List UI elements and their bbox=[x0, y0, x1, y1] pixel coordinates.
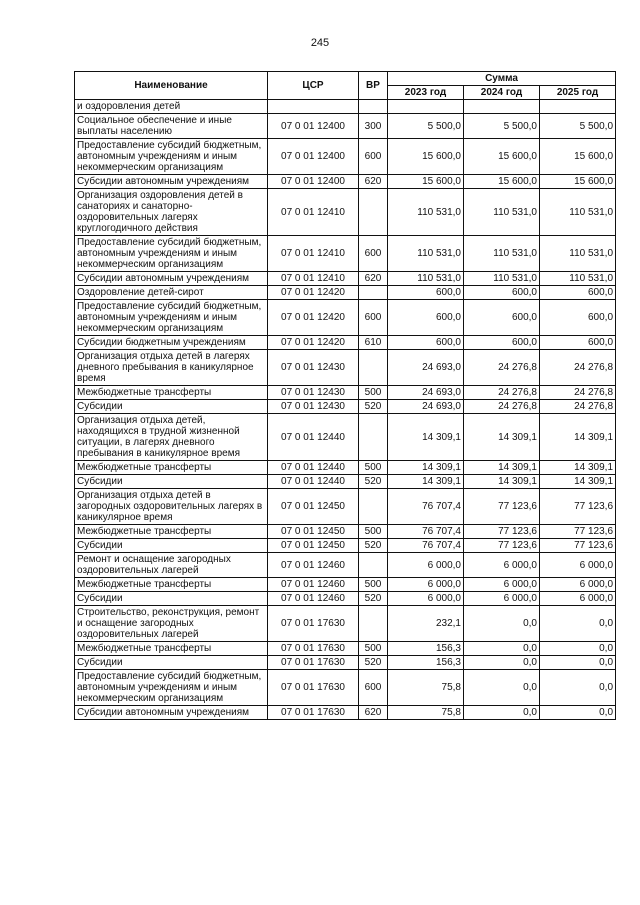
row-amount-2023-cell: 5 500,0 bbox=[388, 114, 464, 139]
header-name: Наименование bbox=[75, 72, 268, 100]
row-amount-2025-cell: 0,0 bbox=[540, 670, 616, 706]
row-amount-2024-cell: 0,0 bbox=[464, 670, 540, 706]
table-row bbox=[75, 139, 616, 175]
row-vr-cell: 500 bbox=[359, 642, 388, 656]
row-amount-2025-cell: 77 123,6 bbox=[540, 489, 616, 525]
row-vr-cell: 620 bbox=[359, 175, 388, 189]
row-csr-cell: 07 0 01 12420 bbox=[268, 336, 359, 350]
row-vr-cell bbox=[359, 350, 388, 386]
header-year-2023: 2023 год bbox=[388, 86, 464, 100]
row-csr-cell: 07 0 01 12430 bbox=[268, 400, 359, 414]
row-amount-2024-cell: 24 276,8 bbox=[464, 386, 540, 400]
row-amount-2023-cell: 600,0 bbox=[388, 286, 464, 300]
row-name-cell: Предоставление субсидий бюджетным, автономным учреждениям и иным некоммерческим организациям bbox=[75, 139, 268, 175]
row-vr-cell: 500 bbox=[359, 386, 388, 400]
row-amount-2023-cell: 14 309,1 bbox=[388, 475, 464, 489]
row-amount-2024-cell bbox=[464, 100, 540, 114]
row-amount-2024-cell: 110 531,0 bbox=[464, 236, 540, 272]
row-csr-cell: 07 0 01 17630 bbox=[268, 642, 359, 656]
table-body bbox=[75, 100, 616, 720]
row-name-cell: Субсидии автономным учреждениям bbox=[75, 175, 268, 189]
row-csr-cell: 07 0 01 12420 bbox=[268, 286, 359, 300]
row-csr-cell: 07 0 01 12410 bbox=[268, 272, 359, 286]
row-name-cell: и оздоровления детей bbox=[75, 100, 268, 114]
row-csr-cell: 07 0 01 12410 bbox=[268, 236, 359, 272]
page-number: 245 bbox=[310, 37, 330, 49]
row-csr-cell: 07 0 01 12450 bbox=[268, 525, 359, 539]
row-amount-2025-cell: 110 531,0 bbox=[540, 272, 616, 286]
row-amount-2025-cell: 6 000,0 bbox=[540, 553, 616, 578]
row-amount-2024-cell: 5 500,0 bbox=[464, 114, 540, 139]
row-amount-2025-cell: 0,0 bbox=[540, 606, 616, 642]
row-vr-cell: 600 bbox=[359, 300, 388, 336]
table-row bbox=[75, 236, 616, 272]
row-amount-2023-cell: 75,8 bbox=[388, 706, 464, 720]
row-amount-2023-cell: 24 693,0 bbox=[388, 350, 464, 386]
row-name-cell: Предоставление субсидий бюджетным, автономным учреждениям и иным некоммерческим организациям bbox=[75, 300, 268, 336]
table-row bbox=[75, 272, 616, 286]
row-amount-2023-cell: 76 707,4 bbox=[388, 539, 464, 553]
row-csr-cell: 07 0 01 17630 bbox=[268, 670, 359, 706]
row-csr-cell: 07 0 01 12450 bbox=[268, 489, 359, 525]
table-row bbox=[75, 400, 616, 414]
row-name-cell: Субсидии bbox=[75, 400, 268, 414]
row-amount-2024-cell: 15 600,0 bbox=[464, 139, 540, 175]
row-amount-2025-cell: 110 531,0 bbox=[540, 236, 616, 272]
table-row bbox=[75, 175, 616, 189]
row-amount-2025-cell bbox=[540, 100, 616, 114]
table-row bbox=[75, 553, 616, 578]
row-amount-2024-cell: 600,0 bbox=[464, 336, 540, 350]
row-amount-2023-cell: 110 531,0 bbox=[388, 189, 464, 236]
row-csr-cell: 07 0 01 12460 bbox=[268, 553, 359, 578]
row-vr-cell: 520 bbox=[359, 656, 388, 670]
row-amount-2023-cell: 76 707,4 bbox=[388, 489, 464, 525]
row-amount-2024-cell: 24 276,8 bbox=[464, 400, 540, 414]
row-amount-2023-cell: 76 707,4 bbox=[388, 525, 464, 539]
row-amount-2025-cell: 6 000,0 bbox=[540, 592, 616, 606]
row-name-cell: Организация отдыха детей в загородных оздоровительных лагерях в каникулярное время bbox=[75, 489, 268, 525]
row-csr-cell: 07 0 01 12440 bbox=[268, 461, 359, 475]
row-amount-2023-cell bbox=[388, 100, 464, 114]
table-row bbox=[75, 189, 616, 236]
row-amount-2025-cell: 6 000,0 bbox=[540, 578, 616, 592]
row-amount-2024-cell: 110 531,0 bbox=[464, 272, 540, 286]
table-row bbox=[75, 706, 616, 720]
row-amount-2025-cell: 600,0 bbox=[540, 336, 616, 350]
table-row bbox=[75, 286, 616, 300]
row-csr-cell bbox=[268, 100, 359, 114]
row-vr-cell: 600 bbox=[359, 236, 388, 272]
row-vr-cell: 520 bbox=[359, 475, 388, 489]
row-amount-2023-cell: 14 309,1 bbox=[388, 461, 464, 475]
row-vr-cell bbox=[359, 189, 388, 236]
row-amount-2024-cell: 14 309,1 bbox=[464, 414, 540, 461]
row-csr-cell: 07 0 01 17630 bbox=[268, 706, 359, 720]
row-vr-cell: 300 bbox=[359, 114, 388, 139]
row-amount-2023-cell: 24 693,0 bbox=[388, 400, 464, 414]
row-amount-2025-cell: 0,0 bbox=[540, 706, 616, 720]
row-amount-2025-cell: 600,0 bbox=[540, 300, 616, 336]
row-amount-2024-cell: 0,0 bbox=[464, 706, 540, 720]
table-row bbox=[75, 606, 616, 642]
row-csr-cell: 07 0 01 12430 bbox=[268, 350, 359, 386]
table-row bbox=[75, 642, 616, 656]
row-amount-2023-cell: 75,8 bbox=[388, 670, 464, 706]
row-csr-cell: 07 0 01 12440 bbox=[268, 414, 359, 461]
row-name-cell: Организация отдыха детей, находящихся в трудной жизненной ситуации, в лагерях дневного пребывания в каникулярное время bbox=[75, 414, 268, 461]
row-csr-cell: 07 0 01 12400 bbox=[268, 139, 359, 175]
row-amount-2024-cell: 0,0 bbox=[464, 606, 540, 642]
row-amount-2025-cell: 14 309,1 bbox=[540, 414, 616, 461]
row-name-cell: Субсидии бюджетным учреждениям bbox=[75, 336, 268, 350]
table-row bbox=[75, 525, 616, 539]
row-name-cell: Предоставление субсидий бюджетным, автономным учреждениям и иным некоммерческим организациям bbox=[75, 670, 268, 706]
row-amount-2024-cell: 600,0 bbox=[464, 286, 540, 300]
row-vr-cell: 500 bbox=[359, 461, 388, 475]
row-vr-cell bbox=[359, 100, 388, 114]
row-amount-2024-cell: 14 309,1 bbox=[464, 475, 540, 489]
row-amount-2025-cell: 15 600,0 bbox=[540, 175, 616, 189]
row-name-cell: Ремонт и оснащение загородных оздоровительных лагерей bbox=[75, 553, 268, 578]
row-amount-2025-cell: 24 276,8 bbox=[540, 350, 616, 386]
table-row bbox=[75, 489, 616, 525]
row-amount-2023-cell: 110 531,0 bbox=[388, 272, 464, 286]
row-vr-cell: 600 bbox=[359, 139, 388, 175]
row-amount-2024-cell: 14 309,1 bbox=[464, 461, 540, 475]
row-name-cell: Межбюджетные трансферты bbox=[75, 461, 268, 475]
row-vr-cell: 520 bbox=[359, 400, 388, 414]
row-amount-2024-cell: 0,0 bbox=[464, 656, 540, 670]
row-vr-cell: 620 bbox=[359, 272, 388, 286]
row-name-cell: Субсидии автономным учреждениям bbox=[75, 272, 268, 286]
row-csr-cell: 07 0 01 17630 bbox=[268, 656, 359, 670]
table-row bbox=[75, 592, 616, 606]
row-amount-2023-cell: 156,3 bbox=[388, 656, 464, 670]
row-amount-2024-cell: 15 600,0 bbox=[464, 175, 540, 189]
row-vr-cell: 610 bbox=[359, 336, 388, 350]
row-amount-2025-cell: 15 600,0 bbox=[540, 139, 616, 175]
row-amount-2025-cell: 600,0 bbox=[540, 286, 616, 300]
table-row bbox=[75, 100, 616, 114]
row-amount-2025-cell: 77 123,6 bbox=[540, 525, 616, 539]
row-csr-cell: 07 0 01 12430 bbox=[268, 386, 359, 400]
row-amount-2024-cell: 24 276,8 bbox=[464, 350, 540, 386]
row-amount-2025-cell: 14 309,1 bbox=[540, 461, 616, 475]
row-vr-cell: 620 bbox=[359, 706, 388, 720]
row-csr-cell: 07 0 01 12460 bbox=[268, 592, 359, 606]
header-vr: ВР bbox=[359, 72, 388, 100]
row-amount-2023-cell: 15 600,0 bbox=[388, 175, 464, 189]
header-year-2025: 2025 год bbox=[540, 86, 616, 100]
table-row bbox=[75, 670, 616, 706]
row-csr-cell: 07 0 01 12420 bbox=[268, 300, 359, 336]
row-name-cell: Межбюджетные трансферты bbox=[75, 642, 268, 656]
row-vr-cell bbox=[359, 553, 388, 578]
table-row bbox=[75, 539, 616, 553]
row-csr-cell: 07 0 01 12400 bbox=[268, 114, 359, 139]
row-amount-2023-cell: 600,0 bbox=[388, 336, 464, 350]
budget-table bbox=[74, 71, 616, 720]
table-row bbox=[75, 350, 616, 386]
row-amount-2024-cell: 6 000,0 bbox=[464, 592, 540, 606]
row-name-cell: Оздоровление детей-сирот bbox=[75, 286, 268, 300]
row-name-cell: Межбюджетные трансферты bbox=[75, 525, 268, 539]
row-vr-cell: 500 bbox=[359, 525, 388, 539]
table-row bbox=[75, 656, 616, 670]
row-amount-2025-cell: 24 276,8 bbox=[540, 400, 616, 414]
row-vr-cell: 500 bbox=[359, 578, 388, 592]
row-amount-2025-cell: 0,0 bbox=[540, 642, 616, 656]
row-name-cell: Субсидии bbox=[75, 475, 268, 489]
header-sum: Сумма bbox=[388, 72, 616, 86]
row-amount-2025-cell: 0,0 bbox=[540, 656, 616, 670]
row-amount-2024-cell: 0,0 bbox=[464, 642, 540, 656]
row-amount-2023-cell: 232,1 bbox=[388, 606, 464, 642]
row-vr-cell: 520 bbox=[359, 539, 388, 553]
row-amount-2025-cell: 14 309,1 bbox=[540, 475, 616, 489]
row-csr-cell: 07 0 01 12450 bbox=[268, 539, 359, 553]
header-year-2024: 2024 год bbox=[464, 86, 540, 100]
row-vr-cell bbox=[359, 286, 388, 300]
row-vr-cell bbox=[359, 606, 388, 642]
row-amount-2023-cell: 156,3 bbox=[388, 642, 464, 656]
row-vr-cell: 520 bbox=[359, 592, 388, 606]
row-name-cell: Субсидии автономным учреждениям bbox=[75, 706, 268, 720]
row-csr-cell: 07 0 01 12440 bbox=[268, 475, 359, 489]
table-row bbox=[75, 386, 616, 400]
table-row bbox=[75, 114, 616, 139]
row-vr-cell: 600 bbox=[359, 670, 388, 706]
table-header bbox=[75, 72, 616, 100]
row-amount-2023-cell: 6 000,0 bbox=[388, 592, 464, 606]
row-amount-2024-cell: 77 123,6 bbox=[464, 539, 540, 553]
row-vr-cell bbox=[359, 414, 388, 461]
row-amount-2024-cell: 77 123,6 bbox=[464, 489, 540, 525]
row-amount-2023-cell: 600,0 bbox=[388, 300, 464, 336]
row-amount-2023-cell: 14 309,1 bbox=[388, 414, 464, 461]
table-row bbox=[75, 414, 616, 461]
row-name-cell: Организация отдыха детей в лагерях дневного пребывания в каникулярное время bbox=[75, 350, 268, 386]
row-name-cell: Строительство, реконструкция, ремонт и оснащение загородных оздоровительных лагерей bbox=[75, 606, 268, 642]
row-name-cell: Субсидии bbox=[75, 656, 268, 670]
row-amount-2025-cell: 110 531,0 bbox=[540, 189, 616, 236]
row-amount-2024-cell: 6 000,0 bbox=[464, 553, 540, 578]
table-row bbox=[75, 578, 616, 592]
row-name-cell: Межбюджетные трансферты bbox=[75, 578, 268, 592]
row-amount-2025-cell: 5 500,0 bbox=[540, 114, 616, 139]
row-amount-2023-cell: 24 693,0 bbox=[388, 386, 464, 400]
row-csr-cell: 07 0 01 17630 bbox=[268, 606, 359, 642]
row-name-cell: Межбюджетные трансферты bbox=[75, 386, 268, 400]
row-amount-2024-cell: 110 531,0 bbox=[464, 189, 540, 236]
row-amount-2024-cell: 77 123,6 bbox=[464, 525, 540, 539]
row-amount-2024-cell: 6 000,0 bbox=[464, 578, 540, 592]
row-amount-2024-cell: 600,0 bbox=[464, 300, 540, 336]
row-csr-cell: 07 0 01 12400 bbox=[268, 175, 359, 189]
table-row bbox=[75, 336, 616, 350]
header-csr: ЦСР bbox=[268, 72, 359, 100]
row-name-cell: Субсидии bbox=[75, 592, 268, 606]
table-row bbox=[75, 461, 616, 475]
row-name-cell: Предоставление субсидий бюджетным, автономным учреждениям и иным некоммерческим организациям bbox=[75, 236, 268, 272]
row-csr-cell: 07 0 01 12410 bbox=[268, 189, 359, 236]
row-name-cell: Организация оздоровления детей в санаториях и санаторно-оздоровительных лагерях круглогодичного действия bbox=[75, 189, 268, 236]
row-amount-2023-cell: 6 000,0 bbox=[388, 578, 464, 592]
row-amount-2025-cell: 24 276,8 bbox=[540, 386, 616, 400]
table-row bbox=[75, 300, 616, 336]
row-amount-2023-cell: 6 000,0 bbox=[388, 553, 464, 578]
row-name-cell: Субсидии bbox=[75, 539, 268, 553]
table-row bbox=[75, 475, 616, 489]
row-vr-cell bbox=[359, 489, 388, 525]
row-csr-cell: 07 0 01 12460 bbox=[268, 578, 359, 592]
row-amount-2023-cell: 110 531,0 bbox=[388, 236, 464, 272]
row-name-cell: Социальное обеспечение и иные выплаты населению bbox=[75, 114, 268, 139]
row-amount-2025-cell: 77 123,6 bbox=[540, 539, 616, 553]
row-amount-2023-cell: 15 600,0 bbox=[388, 139, 464, 175]
